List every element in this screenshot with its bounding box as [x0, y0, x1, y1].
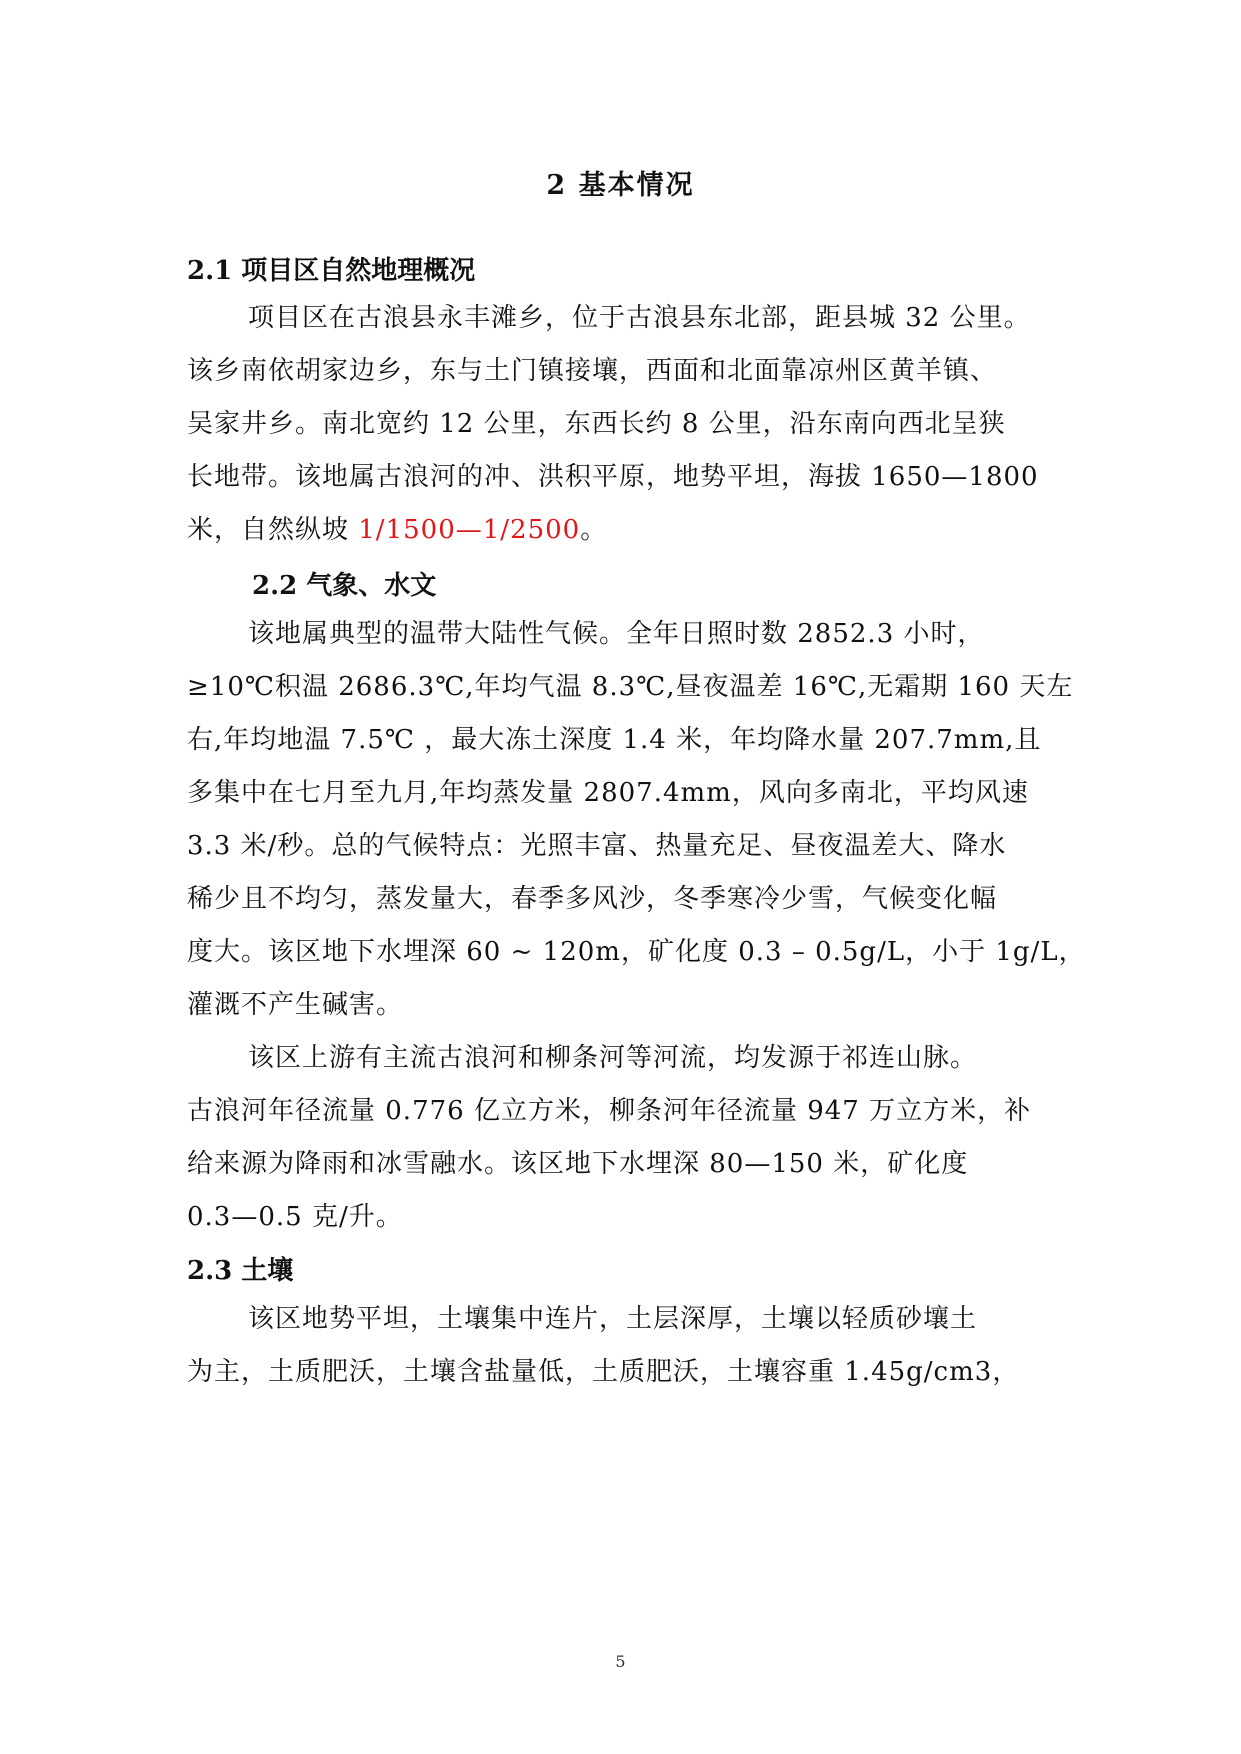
paragraph-line: 为主，土质肥沃，土壤含盐量低，土质肥沃，土壤容重 1.45g/cm3， — [187, 1357, 1020, 1387]
paragraph-line: 古浪河年径流量 0.776 亿立方米，柳条河年径流量 947 万立方米，补 — [187, 1096, 1032, 1126]
paragraph-line: 项目区在古浪县永丰滩乡，位于古浪县东北部，距县城 32 公里。 — [248, 303, 1031, 333]
paragraph-line: 3.3 米/秒。总的气候特点：光照丰富、热量充足、昼夜温差大、降水 — [187, 831, 1007, 861]
paragraph-line: 该地属典型的温带大陆性气候。全年日照时数 2852.3 小时， — [248, 619, 985, 649]
paragraph-line — [187, 510, 607, 550]
paragraph-line: 该乡南依胡家边乡，东与土门镇接壤，西面和北面靠凉州区黄羊镇、 — [187, 356, 998, 386]
paragraph-line: 0.3—0.5 克/升。 — [187, 1202, 403, 1232]
paragraph-line: 长地带。该地属古浪河的冲、洪积平原，地势平坦，海拔 1650—1800 — [187, 462, 1039, 492]
paragraph-line: 右,年均地温 7.5℃ ，最大冻土深度 1.4 米，年均降水量 207.7mm,且 — [187, 725, 1042, 755]
paragraph-line: 该区地势平坦，土壤集中连片，土层深厚，土壤以轻质砂壤土 — [248, 1304, 978, 1334]
paragraph-text: 。 — [580, 515, 608, 545]
paragraph-line: ≥10℃积温 2686.3℃,年均气温 8.3℃,昼夜温差 16℃,无霜期 160 天左 — [187, 672, 1074, 702]
section-heading-2-1: 2.1 项目区自然地理概况 — [187, 256, 476, 286]
paragraph-line: 灌溉不产生碱害。 — [187, 990, 404, 1020]
section-heading-2-2: 2.2 气象、水文 — [252, 571, 437, 601]
chapter-title: 2 基本情况 — [546, 170, 695, 201]
page-number: 5 — [615, 1652, 626, 1671]
paragraph-line: 给来源为降雨和冰雪融水。该区地下水埋深 80—150 米，矿化度 — [187, 1149, 969, 1179]
paragraph-line: 该区上游有主流古浪河和柳条河等河流，均发源于祁连山脉。 — [248, 1043, 978, 1073]
paragraph-text: 米，自然纵坡 — [187, 515, 359, 545]
paragraph-line: 多集中在七月至九月,年均蒸发量 2807.4mm，风向多南北，平均风速 — [187, 778, 1029, 808]
slope-highlight: 1/1500—1/2500 — [358, 515, 581, 545]
paragraph-line: 吴家井乡。南北宽约 12 公里，东西长约 8 公里，沿东南向西北呈狭 — [187, 409, 1006, 439]
paragraph-line: 稀少且不均匀，蒸发量大，春季多风沙，冬季寒冷少雪，气候变化幅 — [187, 884, 998, 914]
paragraph-line: 度大。该区地下水埋深 60 ~ 120m，矿化度 0.3 – 0.5g/L，小于 1g/L， — [187, 937, 1086, 967]
section-heading-2-3: 2.3 土壤 — [187, 1256, 294, 1286]
